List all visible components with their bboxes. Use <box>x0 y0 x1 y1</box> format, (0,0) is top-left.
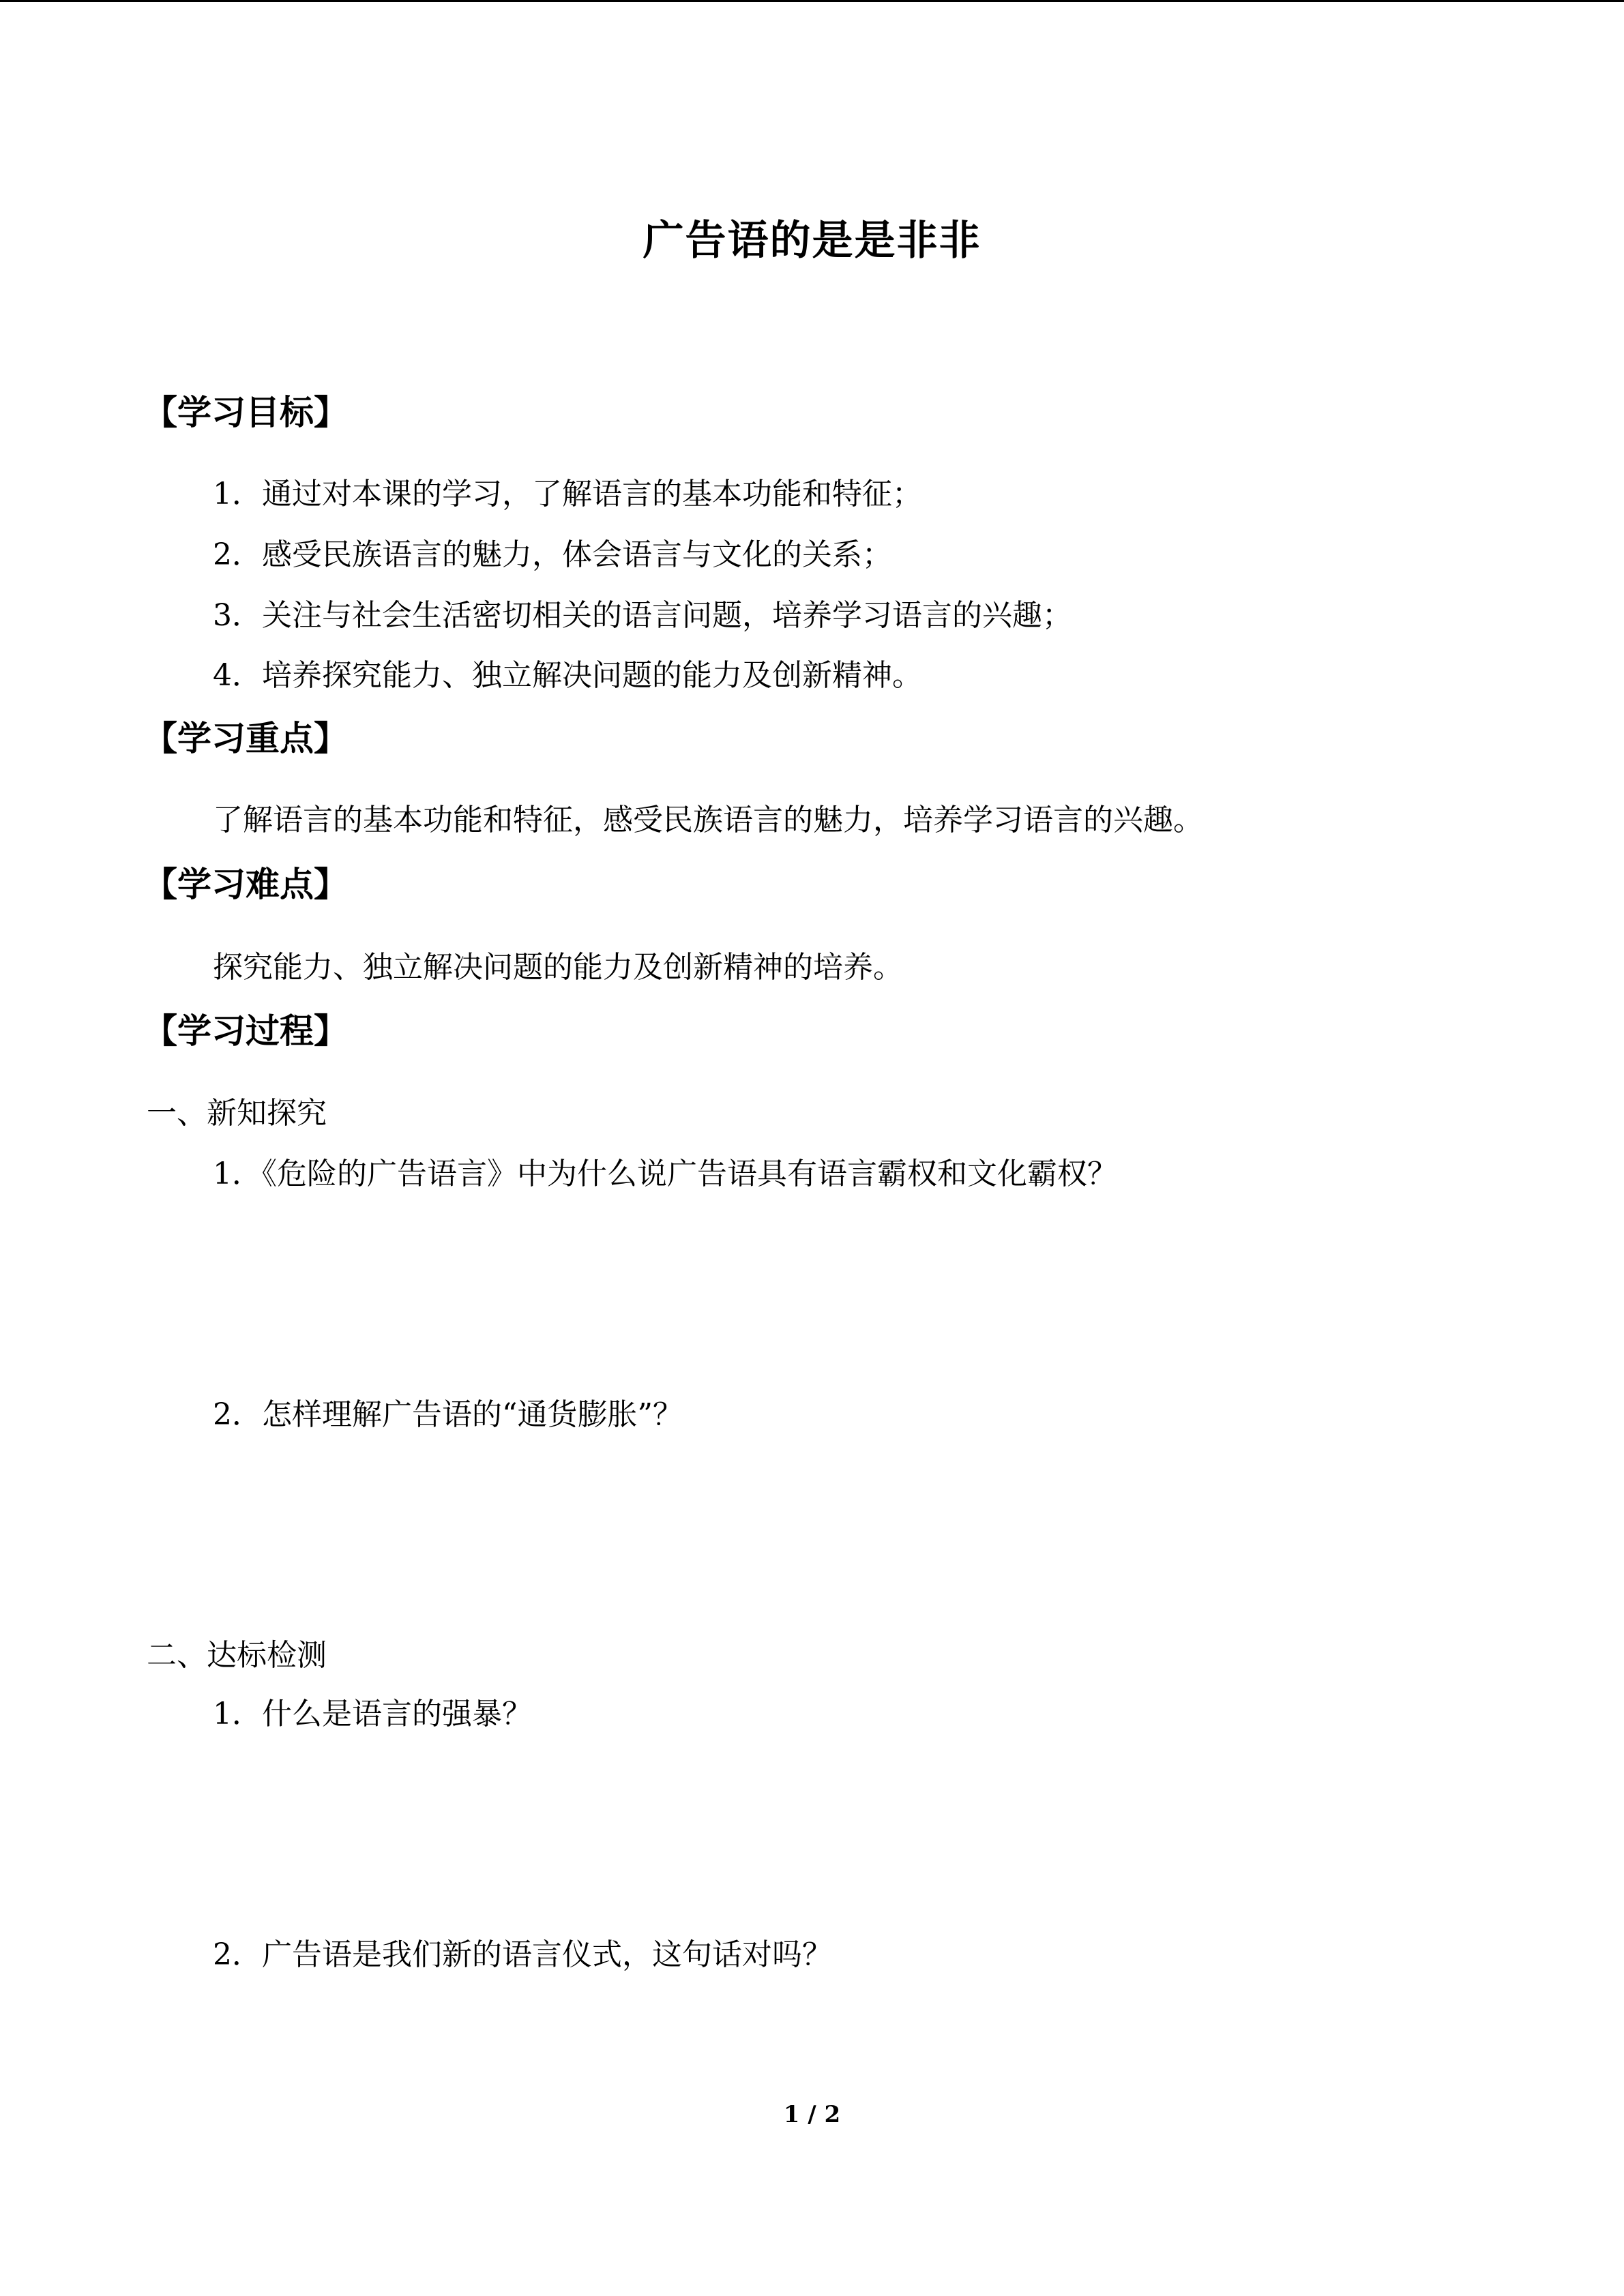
objective-item-2: 2．感受民族语言的魅力，体会语言与文化的关系； <box>213 537 892 572</box>
part2-question-2: 2．广告语是我们新的语言仪式，这句话对吗？ <box>213 1937 832 1972</box>
key-points-text: 了解语言的基本功能和特征，感受民族语言的魅力，培养学习语言的兴趣。 <box>213 803 1203 837</box>
part1-question-2: 2．怎样理解广告语的“通货膨胀”？ <box>213 1397 683 1432</box>
document-title: 广告语的是是非非 <box>643 217 981 265</box>
part2-title: 二、达标检测 <box>147 1638 327 1673</box>
difficulties-heading: 【学习难点】 <box>143 865 348 904</box>
page-number: 1 / 2 <box>783 2101 841 2128</box>
key-points-heading: 【学习重点】 <box>143 719 348 758</box>
top-border-rule <box>0 0 1624 2</box>
part1-question-1: 1．《危险的广告语言》中为什么说广告语具有语言霸权和文化霸权？ <box>213 1157 1117 1191</box>
process-heading: 【学习过程】 <box>143 1011 348 1051</box>
difficulties-text: 探究能力、独立解决问题的能力及创新精神的培养。 <box>213 950 903 985</box>
part2-question-1: 1．什么是语言的强暴？ <box>213 1697 532 1731</box>
objective-item-4: 4．培养探究能力、独立解决问题的能力及创新精神。 <box>213 658 922 693</box>
objective-item-1: 1．通过对本课的学习，了解语言的基本功能和特征； <box>213 477 922 511</box>
part1-title: 一、新知探究 <box>147 1096 327 1131</box>
objective-item-3: 3．关注与社会生活密切相关的语言问题，培养学习语言的兴趣； <box>213 598 1072 633</box>
objectives-heading: 【学习目标】 <box>143 393 348 432</box>
